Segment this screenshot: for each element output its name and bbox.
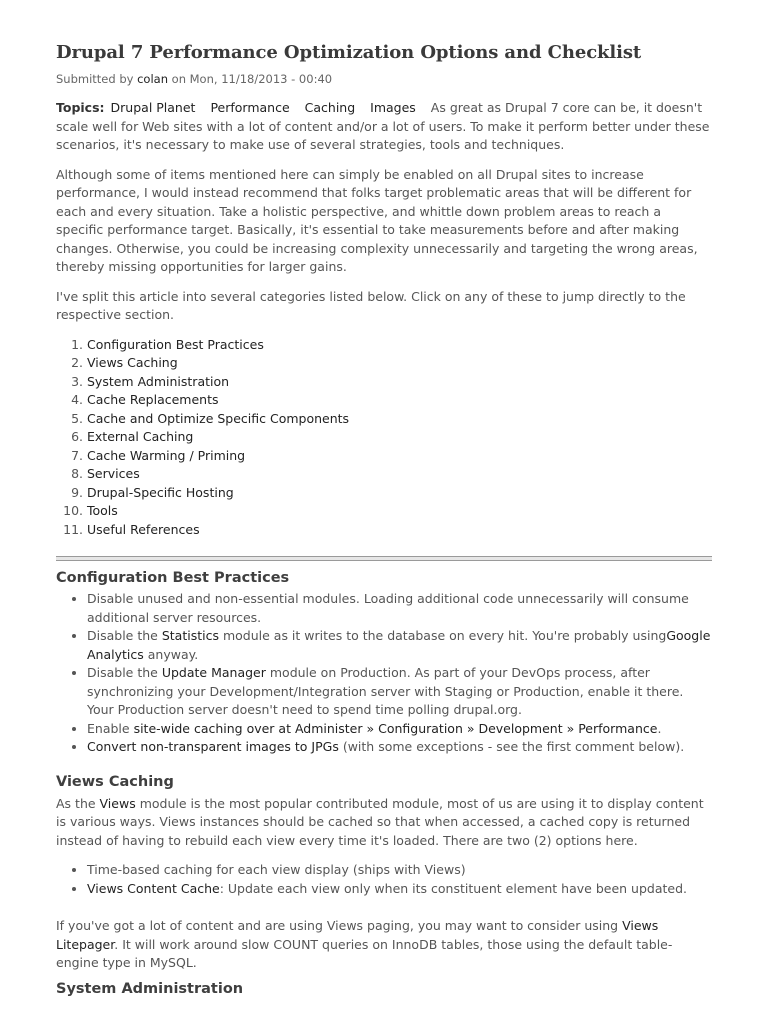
toc-link-tools[interactable]: Tools — [87, 503, 118, 518]
google-analytics-link[interactable]: Google Analytics — [87, 628, 711, 662]
intro-text: As great as Drupal 7 core can be, it doesn't scale well for Web sites with a lot of content and/or a lot of users. To make it perform better under these scenarios, it's necessary to make use of several strategies, tools and techniques. — [56, 100, 710, 152]
author-link[interactable]: colan — [137, 72, 168, 86]
section-divider — [56, 556, 712, 561]
update-manager-link[interactable]: Update Manager — [161, 665, 266, 680]
meta-prefix: Submitted by — [56, 72, 138, 86]
toc-item — [87, 336, 712, 355]
toc-item — [87, 428, 712, 447]
config-list — [56, 590, 712, 757]
list-item — [87, 664, 712, 720]
list-item — [87, 720, 712, 739]
litepager-paragraph — [56, 917, 712, 973]
views-content-cache-link[interactable]: Views Content Cache — [87, 880, 220, 896]
toc-link-system-administration[interactable]: System Administration — [87, 373, 230, 389]
config-item-text: Disable unused and non-essential modules. Loading additional code unnecessarily will consume additional server resources. — [87, 591, 689, 625]
list-item — [87, 738, 712, 757]
views-litepager-link[interactable]: Views Litepager — [56, 918, 659, 952]
topic-tag-drupal-planet[interactable]: Drupal Planet — [110, 100, 196, 115]
toc-item — [87, 410, 712, 429]
toc-link-cache-warming[interactable]: Cache Warming / Priming — [87, 447, 246, 463]
toc-link-services[interactable]: Services — [87, 466, 140, 481]
toc-link-cache-optimize[interactable]: Cache and Optimize Specific Components — [87, 410, 350, 426]
convert-images-link[interactable]: Convert non-transparent images to JPGs — [87, 739, 339, 754]
toc-item — [87, 521, 712, 540]
toc-link-hosting[interactable]: Drupal-Specific Hosting — [87, 484, 234, 500]
litepager-text: If you've got a lot of content and are using Views paging, you may want to consider using — [56, 918, 623, 933]
site-wide-caching-link[interactable]: site-wide caching over at Administer » Configuration » Development » Performance — [133, 720, 658, 736]
toc-link-cache-replacements[interactable]: Cache Replacements — [87, 392, 219, 407]
topics-paragraph — [56, 99, 712, 155]
toc-link-external-caching[interactable]: External Caching — [87, 429, 194, 444]
article-title: Drupal 7 Performance Optimization Options and Checklist — [56, 42, 642, 63]
views-text: As the — [56, 795, 100, 811]
views-caching-heading: Views Caching — [56, 773, 174, 790]
views-option-text: : Update each view only when its constituent element have been updated. — [219, 880, 687, 896]
config-item-text: (with some exceptions - see the first comment below). — [338, 739, 685, 754]
views-link[interactable]: Views — [99, 795, 136, 811]
config-item-text: anyway. — [143, 646, 199, 662]
views-options-list — [56, 861, 712, 898]
list-item — [87, 861, 712, 880]
list-item — [87, 590, 712, 627]
views-paragraph — [56, 795, 712, 851]
config-heading: Configuration Best Practices — [56, 570, 290, 586]
litepager-text: . It will work around slow COUNT queries on InnoDB tables, those using the default table-engine type in MySQL. — [56, 936, 673, 970]
topic-tag-images[interactable]: Images — [370, 100, 416, 115]
toc-item — [87, 391, 712, 410]
config-item-text: Enable — [87, 720, 134, 736]
toc-link-configuration[interactable]: Configuration Best Practices — [87, 336, 264, 352]
toc-item — [87, 354, 712, 373]
config-item-text: module on Production. As part of your DevOps process, after synchronizing your Development/Integration server with Staging or Production, enable it there. Your Production server doesn't need to spend time polling drupal.org. — [87, 665, 684, 717]
system-administration-heading: System Administration — [56, 980, 244, 997]
list-item — [87, 627, 712, 664]
statistics-link[interactable]: Statistics — [161, 628, 219, 643]
views-text: module is the most popular contributed module, most of us are using it to display content is various ways. Views instances should be cached so that when accessed, a cached copy is returned instead of having to rebuild each view every time it's loaded. There are two (2) options here. — [56, 795, 704, 848]
list-item — [87, 880, 712, 899]
submitted-meta — [56, 72, 712, 86]
topic-tag-performance[interactable]: Performance — [210, 100, 290, 115]
meta-date: on Mon, 11/18/2013 - 00:40 — [168, 72, 333, 86]
table-of-contents — [56, 336, 712, 540]
toc-item — [87, 373, 712, 392]
toc-item — [87, 465, 712, 484]
toc-item — [87, 484, 712, 503]
toc-intro-paragraph: I've split this article into several categories listed below. Click on any of these to jump directly to the respective section. — [56, 288, 686, 322]
toc-item — [87, 447, 712, 466]
topic-tag-caching[interactable]: Caching — [304, 100, 356, 115]
config-item-text: module as it writes to the database on every hit. You're probably using — [219, 628, 667, 643]
config-item-text: . — [657, 720, 662, 736]
config-item-text: Disable the — [87, 628, 162, 643]
views-option-text: Time-based caching for each view display (ships with Views) — [87, 862, 466, 877]
toc-item — [87, 502, 712, 521]
toc-link-references[interactable]: Useful References — [87, 521, 200, 537]
approach-paragraph: Although some of items mentioned here can simply be enabled on all Drupal sites to increase performance, I would instead recommend that folks target problematic areas that will be different for each and every situation. Take a holistic perspective, and whittle down problem areas to reach a specific performance target. Basically, it's essential to take measurements before and after making changes. Otherwise, you could be increasing complexity unnecessarily and targeting the wrong areas, thereby missing opportunities for larger gains. — [56, 166, 698, 274]
config-item-text: Disable the — [87, 665, 162, 680]
toc-link-views-caching[interactable]: Views Caching — [87, 355, 178, 370]
topics-label: Topics: — [56, 100, 105, 115]
